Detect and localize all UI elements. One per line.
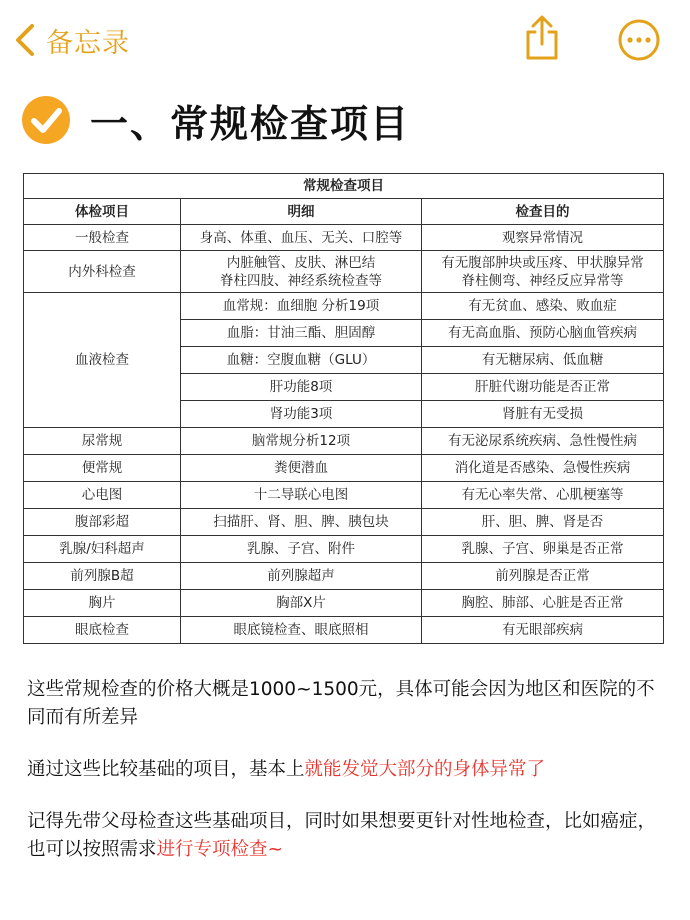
share-button[interactable] (522, 14, 562, 62)
table-row (24, 536, 664, 563)
purpose-cell: 肝脏代谢功能是否正常 (422, 374, 664, 401)
detail-cell: 肝功能8项 (181, 374, 422, 401)
detail-cell: 肾功能3项 (181, 401, 422, 428)
heading-text: 一、常规检查项目 (90, 101, 411, 146)
item-cell: 血液检查 (24, 293, 181, 428)
column-header: 检查目的 (422, 199, 664, 225)
detail-cell: 乳腺、子宫、附件 (181, 536, 422, 563)
purpose-cell: 有无眼部疾病 (422, 617, 664, 644)
table-row (24, 428, 664, 455)
purpose-cell: 胸腔、肺部、心脏是否正常 (422, 590, 664, 617)
item-cell: 内外科检查 (24, 251, 181, 293)
detail-cell: 血常规：血细胞 分析19项 (181, 293, 422, 320)
column-header: 体检项目 (24, 199, 181, 225)
detail-cell: 扫描肝、肾、胆、脾、胰包块 (181, 509, 422, 536)
check-circle-icon (22, 96, 70, 144)
purpose-cell: 肝、胆、脾、肾是否 (422, 509, 664, 536)
table-row (24, 225, 664, 251)
back-label: 备忘录 (46, 27, 130, 59)
detail-cell: 内脏触管、皮肤、淋巴结 脊柱四肢、神经系统检查等 (181, 251, 422, 293)
ellipsis-circle-icon (617, 47, 661, 66)
purpose-cell: 消化道是否感染、急慢性疾病 (422, 455, 664, 482)
paragraph-text: 记得先带父母检查这些基础项目，同时如果想要更针对性地检查，比如癌症，也可以按照需求 (27, 811, 657, 860)
highlighted-text: 进行专项检查~ (156, 839, 284, 860)
detail-cell: 身高、体重、血压、无关、口腔等 (181, 225, 422, 251)
detail-cell: 脑常规分析12项 (181, 428, 422, 455)
detail-cell: 血糖：空腹血糖（GLU） (181, 347, 422, 374)
purpose-cell: 有无贫血、感染、败血症 (422, 293, 664, 320)
purpose-cell: 有无高血脂、预防心脑血管疾病 (422, 320, 664, 347)
paragraph-text: 通过这些比较基础的项目，基本上 (27, 759, 305, 780)
basic-items-paragraph (27, 756, 667, 784)
detail-cell: 粪便潜血 (181, 455, 422, 482)
detail-cell: 前列腺超声 (181, 563, 422, 590)
detail-cell: 血脂：甘油三酯、胆固醇 (181, 320, 422, 347)
item-cell: 腹部彩超 (24, 509, 181, 536)
detail-cell: 十二导联心电图 (181, 482, 422, 509)
table-row (24, 617, 664, 644)
table-row (24, 293, 664, 320)
item-cell: 胸片 (24, 590, 181, 617)
table-row (24, 482, 664, 509)
table-row (24, 590, 664, 617)
navigation-bar (0, 0, 690, 80)
column-header: 明细 (181, 199, 422, 225)
item-cell: 尿常规 (24, 428, 181, 455)
item-cell: 眼底检查 (24, 617, 181, 644)
share-icon (522, 47, 562, 66)
highlighted-text: 就能发觉大部分的身体异常了 (304, 759, 546, 780)
item-cell: 一般检查 (24, 225, 181, 251)
more-options-button[interactable] (617, 18, 661, 62)
purpose-cell: 有无腹部肿块或压疼、甲状腺异常 脊柱侧弯、神经反应异常等 (422, 251, 664, 293)
back-button[interactable] (14, 18, 130, 62)
item-cell: 便常规 (24, 455, 181, 482)
chevron-left-icon (14, 23, 36, 57)
purpose-cell: 有无糖尿病、低血糖 (422, 347, 664, 374)
section-heading (22, 92, 410, 148)
purpose-cell: 观察异常情况 (422, 225, 664, 251)
purpose-cell: 有无泌尿系统疾病、急性慢性病 (422, 428, 664, 455)
purpose-cell: 有无心率失常、心肌梗塞等 (422, 482, 664, 509)
table-row (24, 509, 664, 536)
exam-table (23, 173, 663, 644)
detail-cell: 眼底镜检查、眼底照相 (181, 617, 422, 644)
advice-paragraph (27, 808, 667, 864)
detail-cell: 胸部X片 (181, 590, 422, 617)
table-row (24, 563, 664, 590)
purpose-cell: 前列腺是否正常 (422, 563, 664, 590)
table-caption: 常规检查项目 (24, 174, 664, 199)
table-row (24, 455, 664, 482)
item-cell: 心电图 (24, 482, 181, 509)
price-note-paragraph: 这些常规检查的价格大概是1000~1500元，具体可能会因为地区和医院的不同而有所差异 (27, 679, 655, 728)
item-cell: 乳腺/妇科超声 (24, 536, 181, 563)
table-row (24, 251, 664, 293)
item-cell: 前列腺B超 (24, 563, 181, 590)
purpose-cell: 肾脏有无受损 (422, 401, 664, 428)
purpose-cell: 乳腺、子宫、卵巢是否正常 (422, 536, 664, 563)
